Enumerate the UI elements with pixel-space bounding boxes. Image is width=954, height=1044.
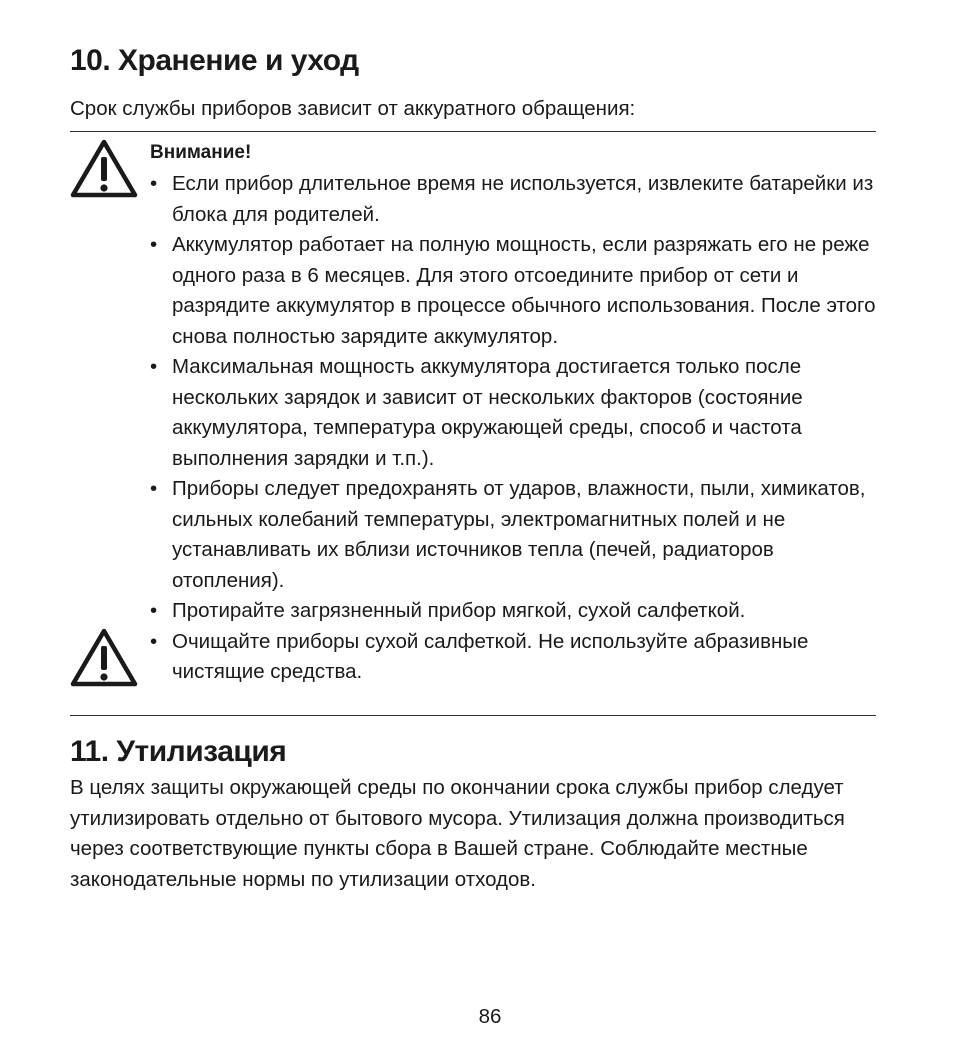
list-item: • Протирайте загрязненный прибор мягкой, сухой салфеткой. [150, 596, 880, 627]
page-number: 86 [478, 1005, 502, 1028]
section-title-storage: 10. Хранение и уход [70, 44, 359, 77]
list-item: • Максимальная мощность аккумулятора достигается только после нескольких зарядок и зависит от нескольких факторов (состояние аккумулятора, температура окружающей среды, способ и частота выполнения зарядки и т.п.). [150, 352, 880, 474]
disposal-paragraph: В целях защиты окружающей среды по окончании срока службы прибор следует утилизировать отдельно от бытового мусора. Утилизация должна производиться через соответствующие пункты сбора в Вашей стране. Соблюдайте местные законодательные нормы по утилизации отходов. [70, 776, 845, 891]
bullet-dot: • [150, 629, 158, 653]
list-item: • Очищайте приборы сухой салфеткой. Не используйте абразивные чистящие средства. [150, 627, 880, 688]
section-title-disposal: 11. Утилизация [70, 735, 287, 768]
bullet-dot: • [150, 477, 158, 500]
bullet-dot: • [150, 233, 158, 256]
bullet-dot: • [150, 355, 158, 378]
section-intro: Срок службы приборов зависит от аккуратного обращения: [70, 97, 636, 120]
attention-label: Внимание! [150, 142, 252, 163]
warning-triangle-icon [70, 627, 138, 687]
list-item: • Аккумулятор работает на полную мощность, если разряжать его не реже одного раза в 6 месяцев. Для этого отсоедините прибор от сети и разрядите аккумулятор в процессе обычного использования. После этого снова полностью зарядите аккумулятор. [150, 230, 880, 352]
bullet-dot: • [150, 172, 158, 195]
top-divider [70, 131, 876, 132]
list-item: • Приборы следует предохранять от ударов, влажности, пыли, химикатов, сильных колебаний температуры, электромагнитных полей и не устанавливать их вблизи источников тепла (печей, радиаторов отопления). [150, 474, 880, 596]
care-bullet-list [150, 169, 880, 688]
bottom-divider [70, 715, 876, 716]
list-item: • Если прибор длительное время не используется, извлеките батарейки из блока для родителей. [150, 169, 880, 230]
bullet-dot: • [150, 599, 158, 622]
warning-triangle-icon [70, 138, 138, 198]
